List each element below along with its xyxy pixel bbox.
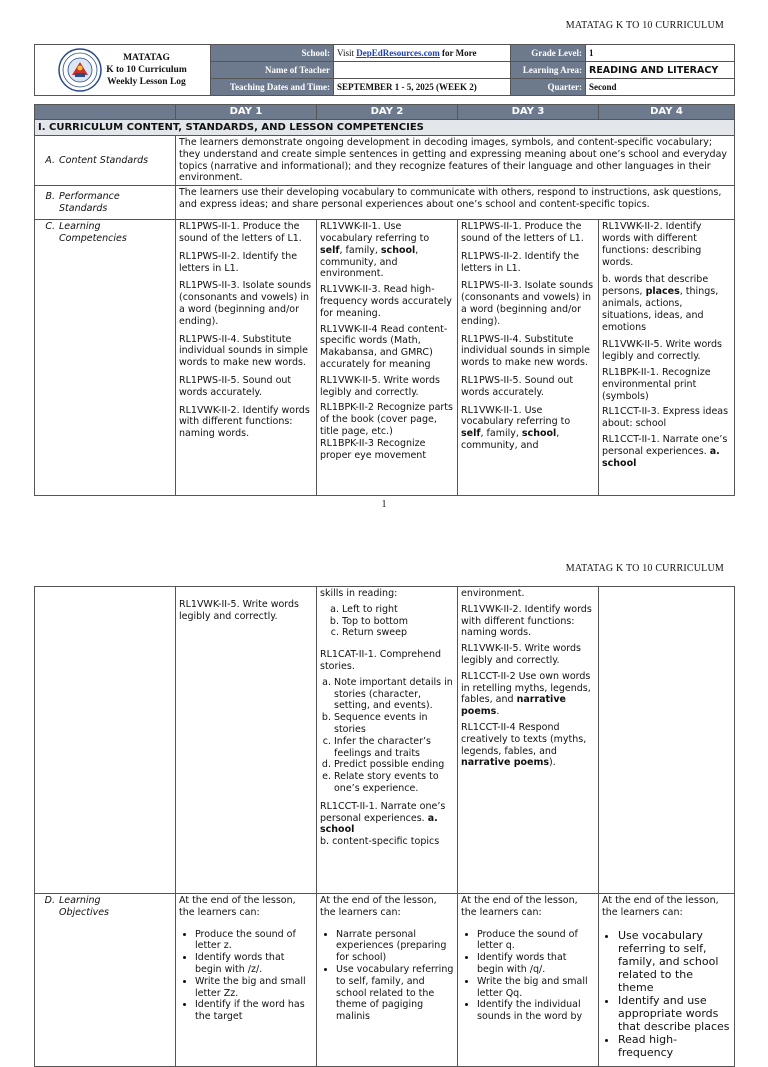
content-standards-text: The learners demonstrate ongoing development in decoding images, symbols, and content-specific vocabulary; they understand and create simple sentences in getting and expressing meaning about one’s school and everyday topics (narrative and informational); and they recognize features of their language and other languages in their environment. [176,136,735,186]
learning-area-value: READING AND LITERACY [586,62,735,79]
dates-label: Teaching Dates and Time: [211,79,334,96]
logo-line-3: Weekly Lesson Log [107,77,186,87]
objectives-day1: At the end of the lesson, the learners can: • Produce the sound of letter z. • Identify words that begin with /z/. • Write the big and small letter Zz. • Identify if the word has the target [176,894,317,1067]
header-info-table [34,44,735,96]
deped-seal-icon [58,48,102,92]
section-heading-curriculum: I. CURRICULUM CONTENT, STANDARDS, AND LESSON COMPETENCIES [35,120,735,136]
competencies-day3: RL1PWS-II-1. Produce the sound of the letters of L1. RL1PWS-II-2. Identify the letters in L1. RL1PWS-II-3. Isolate sounds (consonants and vowels) in a word (beginning and/or ending). RL1PWS-II-4. Substitute individual sounds in simple words to make new words. RL1PWS-II-5. Sound out words accurately. RL1VWK-II-1. Use vocabulary referring to self, family, school, community, and [458,220,599,496]
depedresources-link[interactable]: DepEdResources.com [356,47,440,58]
page-header-2: MATATAG K TO 10 CURRICULUM [565,563,724,574]
competencies-label-cont [35,587,176,894]
school-label: School: [211,45,334,62]
page-header: MATATAG K TO 10 CURRICULUM [565,20,724,31]
dates-value: SEPTEMBER 1 - 5, 2025 (WEEK 2) [334,79,511,96]
competencies-day4-cont [599,587,735,894]
learning-objectives-label: D. Learning Objectives [35,894,176,1067]
logo-line-2: K to 10 Curriculum [106,65,187,75]
day-header-2: DAY 2 [317,105,458,120]
teacher-label: Name of Teacher [211,62,334,79]
performance-standards-label: B. Performance Standards [35,186,176,220]
competencies-day1: RL1PWS-II-1. Produce the sound of the letters of L1. RL1PWS-II-2. Identify the letters in L1. RL1PWS-II-3. Isolate sounds (consonants and vowels) in a word (beginning and/or ending). RL1PWS-II-4. Substitute individual sounds in simple words to make new words. RL1PWS-II-5. Sound out words accurately. RL1VWK-II-2. Identify words with different functions: naming words. [176,220,317,496]
competencies-day4: RL1VWK-II-2. Identify words with different functions: describing words. b. words that describe persons, places, things, animals, actions, situations, ideas, and emotions RL1VWK-II-5. Write words legibly and correctly. RL1BPK-II-1. Recognize environmental print (symbols) RL1CCT-II-3. Express ideas about: school RL1CCT-II-1. Narrate one’s personal experiences. a. school [599,220,735,496]
grade-level-value: 1 [586,45,735,62]
quarter-value: Second [586,79,735,96]
quarter-label: Quarter: [511,79,586,96]
learning-competencies-label: C. Learning Competencies [35,220,176,496]
competencies-day1-cont: RL1VWK-II-5. Write words legibly and correctly. [176,587,317,894]
day-header-3: DAY 3 [458,105,599,120]
lesson-log-table-page1 [34,104,735,496]
lesson-log-table-page2 [34,586,735,1067]
grade-level-label: Grade Level: [511,45,586,62]
logo-line-1: MATATAG [123,53,170,63]
corner-cell [35,105,176,120]
day-header-1: DAY 1 [176,105,317,120]
header-logo-cell [35,45,211,96]
competencies-day3-cont: environment. RL1VWK-II-2. Identify words with different functions: naming words. RL1VWK-II-5. Write words legibly and correctly. RL1CCT-II-2 Use own words in retelling myths, legends, fables, and narrative poems. RL1CCT-II-4 Respond creatively to texts (myths, legends, fables, and narrative poems). [458,587,599,894]
objectives-day2: At the end of the lesson, the learners can: • Narrate personal experiences (preparing for school) • Use vocabulary referring to self, family, and school related to the theme of pagiging malinis [317,894,458,1067]
page-number: 1 [381,499,387,510]
competencies-day2: RL1VWK-II-1. Use vocabulary referring to self, family, school, community, and environment. RL1VWK-II-3. Read high-frequency words accurately for meaning. RL1VWK-II-4 Read content-specific words (Math, Makabansa, and GMRC) accurately for meaning RL1VWK-II-5. Write words legibly and correctly. RL1BPK-II-2 Recognize parts of the book (cover page, title page, etc.) RL1BPK-II-3 Recognize proper eye movement [317,220,458,496]
teacher-value [334,62,511,79]
school-value: Visit DepEdResources.com for More [334,45,511,62]
competencies-day2-cont: skills in reading: a. Left to right b. Top to bottom c. Return sweep RL1CAT-II-1. Comprehend stories. a. Note important details in stories (character, setting, and events). b. Sequence events in stories c. Infer the character’s feelings and traits d. Predict possible ending e. Relate story events to one’s experience. RL1CCT-II-1. Narrate one’s personal experiences. a. school b. content-specific topics [317,587,458,894]
content-standards-label: A. Content Standards [35,136,176,186]
objectives-day3: At the end of the lesson, the learners can: • Produce the sound of letter q. • Identify words that begin with /q/. • Write the big and small letter Qq. • Identify the individual sounds in the word by [458,894,599,1067]
day-header-4: DAY 4 [599,105,735,120]
performance-standards-text: The learners use their developing vocabulary to communicate with others, respond to instructions, ask questions, and express ideas; and share personal experiences about one’s school and content-specific topics. [176,186,735,220]
learning-area-label: Learning Area: [511,62,586,79]
objectives-day4: At the end of the lesson, the learners can: • Use vocabulary referring to self, family, and school related to the theme • Identify and use appropriate words that describe places • Read high-frequency [599,894,735,1067]
